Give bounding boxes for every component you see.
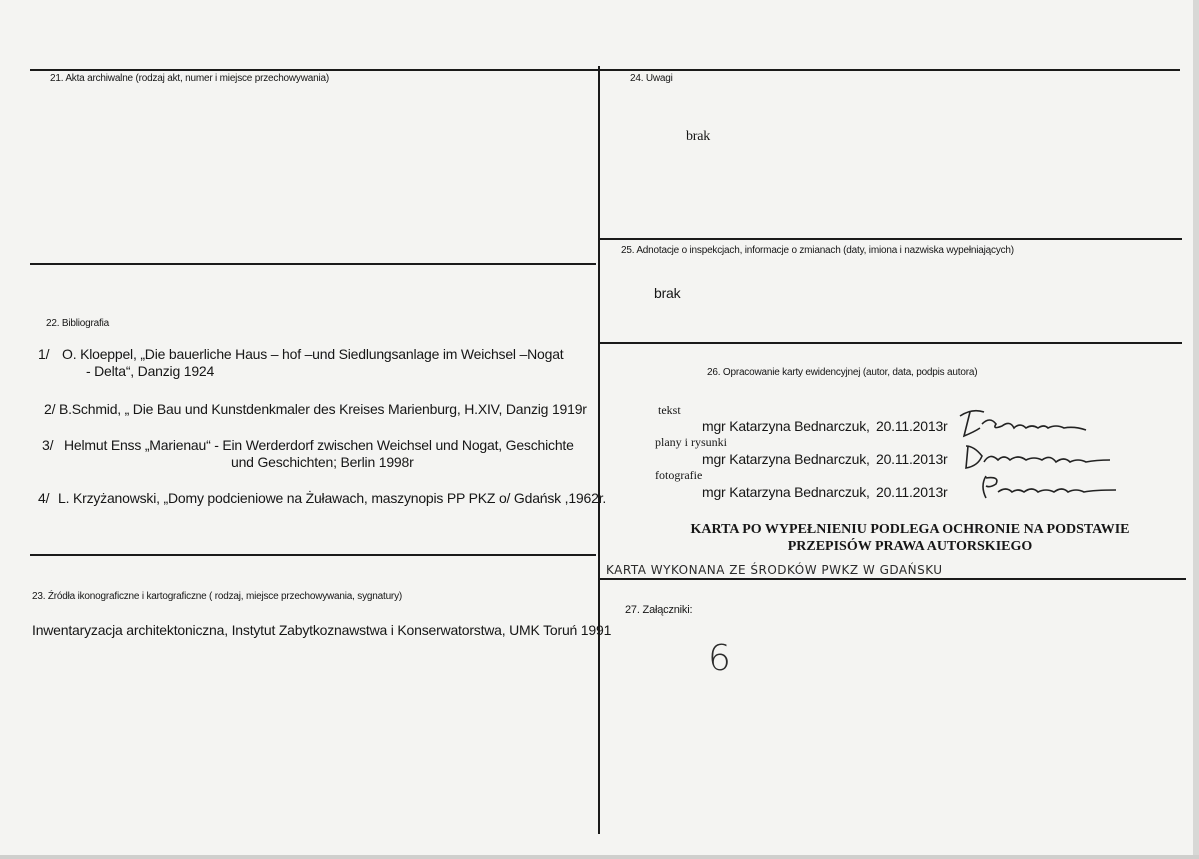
bibliography-item-1-line2: - Delta“, Danzig 1924	[86, 363, 215, 379]
author-row-3-date: 20.11.2013r	[876, 484, 948, 500]
rule-26-27	[600, 578, 1186, 580]
author-row-1-category: tekst	[658, 403, 681, 417]
copyright-notice-line1: KARTA PO WYPEŁNIENIU PODLEGA OCHRONIE NA PODSTAWIE	[690, 522, 1130, 537]
section-25-label: 25. Adnotacje o inspekcjach, informacje o zmianach (daty, imiona i nazwiska wypełniających)	[621, 245, 1014, 256]
author-row-2-author: mgr Katarzyna Bednarczuk,	[702, 451, 870, 467]
section-26-label: 26. Opracowanie karty ewidencyjnej (autor, data, podpis autora)	[707, 367, 978, 378]
section-23-text: Inwentaryzacja architektoniczna, Instytut Zabytkoznawstwa i Konserwatorstwa, UMK Toruń 1991	[32, 622, 612, 638]
bibliography-item-2-line1: 2/ B.Schmid, „ Die Bau und Kunstdenkmaler des Kreises Marienburg, H.XIV, Danzig 1919r	[44, 401, 587, 417]
section-27-label: 27. Załączniki:	[625, 604, 693, 616]
signature-1	[952, 402, 1102, 442]
rule-25-26	[600, 342, 1182, 344]
section-21-label: 21. Akta archiwalne (rodzaj akt, numer i miejsce przechowywania)	[50, 73, 329, 84]
section-23-label: 23. Źródła ikonograficzne i kartograficzne ( rodzaj, miejsce przechowywania, sygnatury)	[32, 591, 402, 602]
rule-21-22	[30, 263, 596, 265]
top-rule	[30, 69, 1180, 71]
rule-22-23	[30, 554, 596, 556]
author-row-3-author: mgr Katarzyna Bednarczuk,	[702, 484, 870, 500]
scan-edge-bottom	[0, 855, 1199, 859]
section-22-label: 22. Bibliografia	[46, 318, 109, 329]
author-row-3-category: fotografie	[655, 468, 703, 482]
bibliography-item-1-line1: O. Kloeppel, „Die bauerliche Haus – hof –und Siedlungsanlage im Weichsel –Nogat	[62, 346, 564, 362]
bibliography-item-4-line1: L. Krzyżanowski, „Domy podcieniowe na Żuławach, maszynopis PP PKZ o/ Gdańsk ,1962r.	[58, 490, 607, 506]
bibliography-item-3-line2: und Geschichten; Berlin 1998r	[231, 454, 414, 470]
rule-24-25	[600, 238, 1182, 240]
copyright-notice-line2: PRZEPISÓW PRAWA AUTORSKIEGO	[787, 539, 1033, 554]
bibliography-item-3-number: 3/	[42, 437, 54, 453]
scan-edge-right	[1193, 0, 1199, 859]
center-divider	[598, 66, 600, 834]
author-row-2-date: 20.11.2013r	[876, 451, 948, 467]
attachments-count-handwritten: 6	[708, 638, 731, 679]
bibliography-item-1-number: 1/	[38, 346, 50, 362]
author-row-1-date: 20.11.2013r	[876, 418, 948, 434]
signature-3	[976, 470, 1126, 504]
section-24-text: brak	[686, 129, 711, 144]
handwritten-funding-note: KARTA WYKONANA ZE ŚRODKÓW PWKZ W GDAŃSKU	[606, 563, 943, 577]
bibliography-item-3-line1: Helmut Enss „Marienau“ - Ein Werderdorf zwischen Weichsel und Nogat, Geschichte	[64, 437, 574, 453]
signature-2	[960, 438, 1120, 472]
section-24-label: 24. Uwagi	[630, 73, 673, 84]
author-row-1-author: mgr Katarzyna Bednarczuk,	[702, 418, 870, 434]
section-25-text: brak	[654, 285, 681, 301]
author-row-2-category: plany i rysunki	[655, 435, 727, 449]
bibliography-item-4-number: 4/	[38, 490, 50, 506]
